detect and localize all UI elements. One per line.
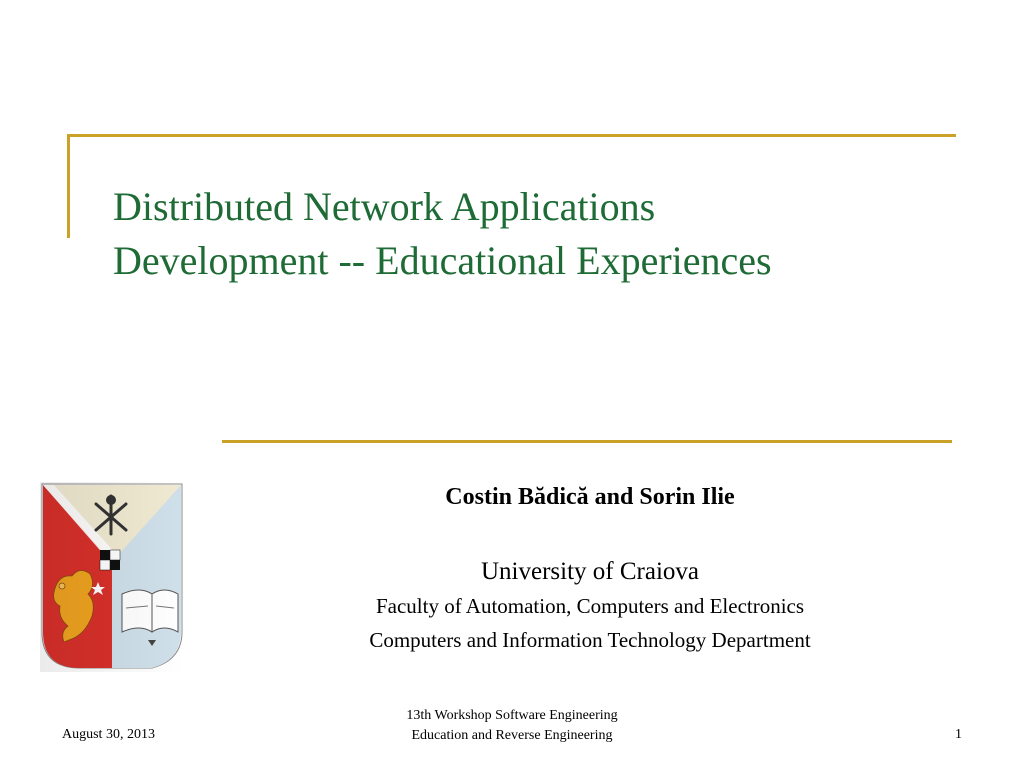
university-crest-icon [40,482,184,672]
subtitle-rule [222,440,952,443]
affiliation-block [250,555,930,657]
slide-authors: Costin Bădică and Sorin Ilie [445,484,735,510]
faculty-name: Faculty of Automation, Computers and Electronics [375,594,805,618]
footer-event-line-2: Education and Reverse Engineering [411,728,613,743]
title-frame-left-rule [67,134,70,238]
footer-event [362,706,662,746]
slide-title-line-2: Development -- Educational Experiences [113,238,772,283]
slide-title [113,180,933,288]
slide-page-number: 1 [955,727,962,742]
university-name: University of Craiova [480,558,699,585]
department-name: Computers and Information Technology Department [369,628,811,652]
slide-title-line-1: Distributed Network Applications [113,184,656,229]
title-frame-top-rule [67,134,956,137]
footer-event-line-1: 13th Workshop Software Engineering [406,708,618,723]
footer-date: August 30, 2013 [62,727,155,742]
